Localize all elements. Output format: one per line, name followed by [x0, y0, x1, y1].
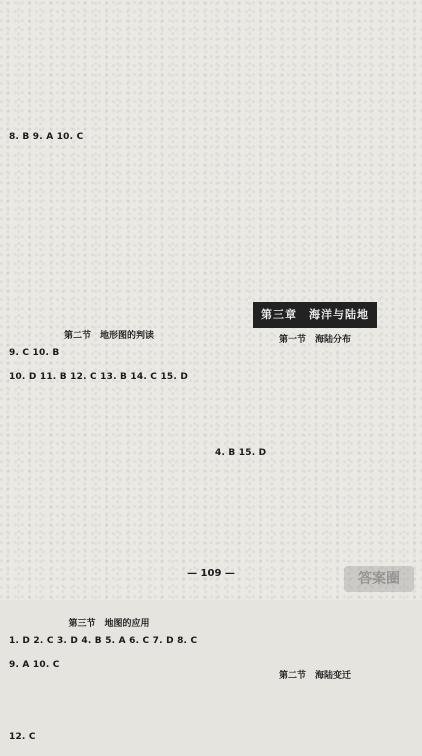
- answer-line: [9, 516, 209, 540]
- answer-line: 12. C: [9, 732, 36, 742]
- answer-line: [9, 300, 209, 324]
- answer-line: 4. B 15. D: [215, 448, 267, 458]
- answer-line: [9, 180, 209, 204]
- answer-line: [9, 84, 209, 108]
- answer-line: [215, 616, 415, 640]
- answer-line: [9, 204, 209, 228]
- answer-line: [215, 180, 415, 204]
- left-column: [9, 36, 209, 756]
- answer-line: [215, 228, 415, 252]
- answer-line: [215, 520, 415, 544]
- answer-line: [9, 108, 209, 132]
- answer-line: [215, 204, 415, 228]
- answer-line: [215, 688, 415, 712]
- answer-line: [9, 396, 209, 420]
- answer-line: [9, 684, 209, 708]
- answer-line: [9, 276, 209, 300]
- section-heading: 第一节 海陆分布: [278, 335, 351, 345]
- answer-line: [215, 496, 415, 520]
- answer-line: [215, 352, 415, 376]
- answer-line: 9. A 10. C: [9, 660, 60, 670]
- answer-line: 9. C 10. B: [9, 348, 60, 358]
- answer-line: [215, 276, 415, 300]
- answer-line: [215, 712, 415, 736]
- page-number: — 109 —: [187, 568, 235, 579]
- answer-line: [215, 108, 415, 132]
- section-heading: 第二节 海陆变迁: [278, 671, 351, 681]
- answer-line: [215, 132, 415, 156]
- answer-line: [215, 472, 415, 496]
- answer-line: [215, 400, 415, 424]
- watermark-stamp: 答案圈: [344, 566, 414, 592]
- answer-line: [215, 36, 415, 60]
- answer-line: [9, 36, 209, 60]
- answer-line: [9, 228, 209, 252]
- section-heading: 第二节 地形图的判读: [63, 331, 154, 341]
- answer-line: [215, 60, 415, 84]
- answer-line: [215, 592, 415, 616]
- answer-line: [215, 376, 415, 400]
- answer-line: [215, 424, 415, 448]
- chapter-title: 第三章 海洋与陆地: [253, 302, 377, 328]
- right-column: [215, 36, 415, 736]
- answer-line: [9, 156, 209, 180]
- answer-line: 1. D 2. C 3. D 4. B 5. A 6. C 7. D 8. C: [9, 636, 198, 646]
- answer-line: [9, 708, 209, 732]
- answer-line: 10. D 11. B 12. C 13. B 14. C 15. D: [9, 372, 188, 382]
- answer-line: [9, 588, 209, 612]
- answer-line: [9, 60, 209, 84]
- answer-line: 8. B 9. A 10. C: [9, 132, 84, 142]
- answer-line: [9, 540, 209, 564]
- answer-line: [9, 252, 209, 276]
- answer-line: [215, 544, 415, 568]
- answer-line: [9, 420, 209, 444]
- answer-line: [215, 640, 415, 664]
- answer-line: [215, 252, 415, 276]
- section-heading: 第三节 地图的应用: [68, 619, 150, 629]
- answer-line: [9, 468, 209, 492]
- answer-line: [215, 156, 415, 180]
- answer-line: [9, 444, 209, 468]
- answer-line: [215, 84, 415, 108]
- answer-line: [9, 492, 209, 516]
- chapter-heading: [215, 300, 415, 326]
